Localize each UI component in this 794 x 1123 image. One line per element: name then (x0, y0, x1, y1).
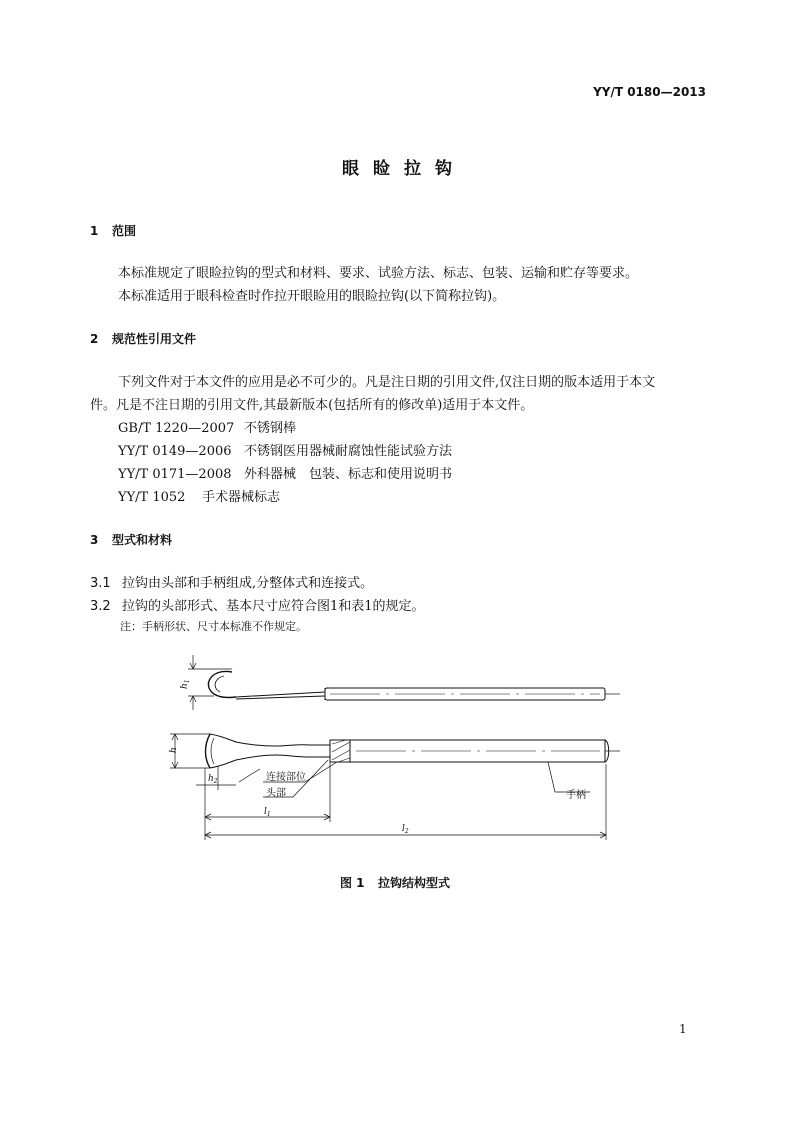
section-title: 范围 (112, 224, 137, 238)
retractor-side-view (208, 671, 620, 700)
retractor-top-view (206, 734, 621, 768)
label-h2: $h_2$ (208, 774, 218, 785)
h1-dimension (188, 655, 232, 710)
reference-title: 不锈钢医用器械耐腐蚀性能试验方法 (244, 444, 453, 459)
note: 注：手柄形状、尺寸本标准不作规定。 (120, 620, 307, 633)
section-number: 2 (90, 332, 99, 346)
label-connection: 连接部位 (266, 772, 306, 783)
section-number: 3 (90, 533, 99, 547)
reference-code: YY/T 0171—2008 (118, 467, 232, 482)
standard-code: YY/T 0180—2013 (593, 85, 706, 99)
reference-code: YY/T 1052 (118, 490, 186, 505)
clause-number: 3.1 (90, 576, 111, 591)
label-head: 头部 (266, 788, 286, 799)
label-l1: $l_1$ (264, 807, 271, 818)
page-number: 1 (679, 1022, 687, 1036)
paragraph: 本标准适用于眼科检查时作拉开眼睑用的眼睑拉钩(以下简称拉钩)。 (118, 289, 506, 304)
reference-code: GB/T 1220—2007 (118, 421, 235, 436)
paragraph-line: 下列文件对于本文件的应用是必不可少的。凡是注日期的引用文件,仅注日期的版本适用于本文 (118, 375, 656, 390)
clause-number: 3.2 (90, 599, 111, 614)
section-title: 型式和材料 (112, 533, 173, 547)
paragraph: 本标准规定了眼睑拉钩的型式和材料、要求、试验方法、标志、包装、运输和贮存等要求。 (118, 266, 639, 281)
figure-number: 图 1 (340, 876, 365, 890)
reference-code: YY/T 0149—2006 (118, 444, 232, 459)
reference-title: 手术器械标志 (202, 490, 281, 505)
reference-title: 不锈钢棒 (244, 421, 297, 436)
page-title: 眼睑拉钩 (342, 159, 466, 179)
label-h: h (169, 747, 179, 753)
section-title: 规范性引用文件 (112, 332, 197, 346)
paragraph-line: 件。凡是不注日期的引用文件,其最新版本(包括所有的修改单)适用于本文件。 (90, 398, 534, 413)
label-handle: 手柄 (566, 790, 586, 801)
label-h1: $h_1$ (180, 679, 191, 689)
clause-text: 拉钩的头部形式、基本尺寸应符合图1和表1的规定。 (122, 599, 425, 614)
clause-text: 拉钩由头部和手柄组成,分整体式和连接式。 (122, 576, 374, 591)
reference-title: 外科器械 包装、标志和使用说明书 (244, 467, 453, 482)
section-number: 1 (90, 224, 99, 238)
figure-title: 拉钩结构型式 (378, 876, 451, 890)
label-l2: $l_2$ (402, 824, 409, 835)
figure-caption (340, 874, 450, 891)
